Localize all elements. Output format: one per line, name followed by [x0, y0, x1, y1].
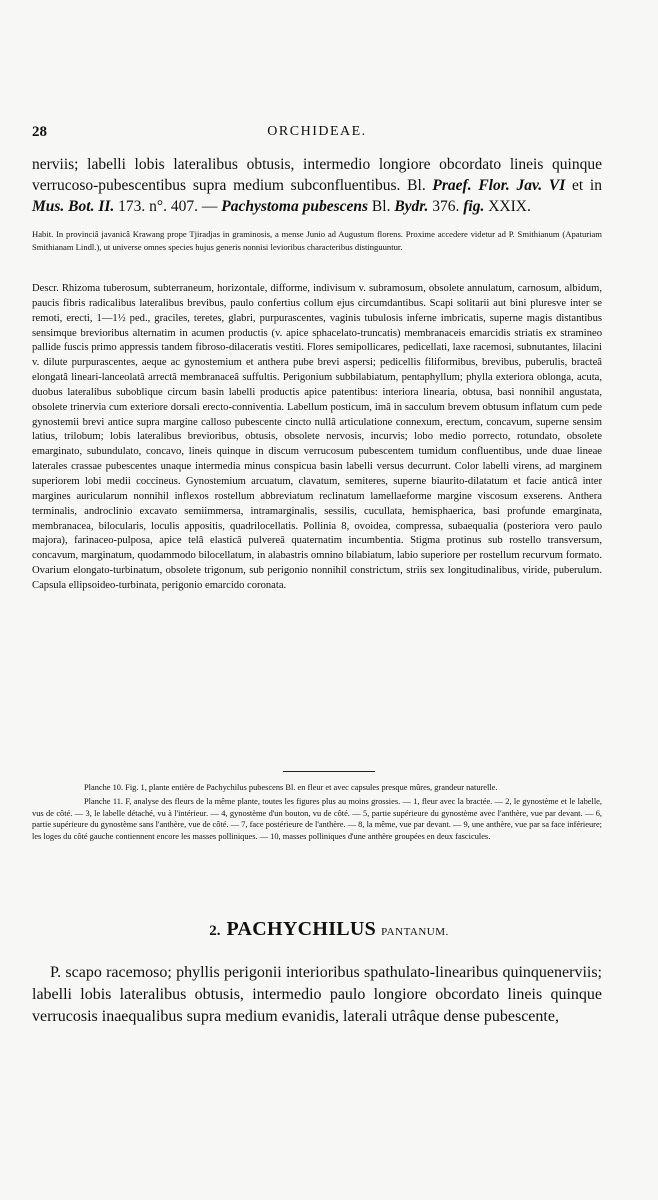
intro-text-f: XXIX.: [484, 198, 531, 215]
page-number: 28: [32, 124, 47, 140]
page-header: [32, 124, 602, 144]
ref-pachystoma-pubescens: Pachystoma pubescens: [221, 198, 369, 215]
ref-bydr: Bydr.: [394, 198, 429, 215]
separator-rule: [283, 771, 375, 772]
ref-fig: fig.: [463, 198, 485, 215]
running-title: ORCHIDEAE.: [267, 124, 367, 139]
plate-captions: [32, 782, 602, 845]
description-block: [32, 282, 602, 594]
intro-text-d: Bl.: [368, 198, 395, 215]
intro-paragraph: [32, 154, 602, 217]
ref-mus-bot: Mus. Bot. II.: [32, 198, 115, 215]
intro-text-a: nerviis; labelli lobis lateralibus obtusis, intermedio longiore obcordato lineis quinque verrucoso-pubescentibus supra medium subconfluentibus. Bl.: [32, 156, 602, 194]
section-heading: [0, 918, 658, 941]
section-number: 2.: [209, 923, 221, 939]
intro-text-e: 376.: [428, 198, 464, 215]
diagnosis-text: P. scapo racemoso; phyllis perigonii interioribus spathulato-linearibus quinquenerviis; labelli lobis lateralibus obtusis, intermedio paulo longiore obcordato lineis quinque verrucosis inaequalibus supra medium evanidis, laterali utrâque dense pubescente,: [32, 964, 602, 1025]
intro-text-c: 173. n°. 407. —: [114, 198, 222, 215]
section-genus: PACHYCHILUS: [226, 918, 377, 940]
plate-caption-11: Planche 11. F, analyse des fleurs de la même plante, toutes les figures plus au moins grossies. — 1, fleur avec la bractée. — 2, le gynostème et le labelle, vus de côté. — 3, le labelle détaché, vu à l'intérieur. — 4, gynostème d'un bouton, vu de côté. — 5, partie supérieure du gynostème avec l'anthère, vue par devant. — 6, partie supérieure du gynostème sans l'anthère, vue de côté. — 7, face postérieure de l'anthère. — 8, la même, vue par devant. — 9, une anthère, vue par sa face inférieure; les loges du côté gauche contiennent encore les masses polliniques. — 10, masses polliniques d'une anthère groupées en deux fascicules.: [32, 796, 602, 842]
section-epithet: PANTANUM.: [381, 926, 449, 938]
plate-caption-10: Planche 10. Fig. 1, plante entière de Pachychilus pubescens Bl. en fleur et avec capsules presque mûres, grandeur naturelle.: [84, 783, 498, 792]
habitat-text: Habit. In provinciâ javanicâ Krawang prope Tjiradjas in graminosis, a mense Junio ad Augustum florens. Proxime accedere videtur ad P. Smithianum (Apaturiam Smithianam Lindl.), ut universe omnes species hujus generis nonnisi levioribus characteribus distinguuntur.: [32, 229, 602, 252]
intro-text-b: et in: [565, 177, 602, 194]
description-text: Descr. Rhizoma tuberosum, subterraneum, horizontale, difforme, indivisum v. subramosum, obsolete annulatum, carnosum, albidum, paucis fibris radicalibus lateralibus brevibus, paulo confertius collum ejus circumdantibus. Scapi solitarii aut bini pluresve inter se remoti, erecti, 1—1½ ped., graciles, teretes, glabri, purpurascentes, vaginis tubulosis inferne imbricatis, superne magis distantibus sensimque brevioribus alternatim in acumen productis (v. apice sphacelato-truncatis) membranaceis emarcidis striatis ex stramineo pallide fuscis primo appressis tandem fibroso-dilaceratis vestiti. Flores semipollicares, pedicellati, laxe racemosi, subnutantes, lilacini v. dilute purpurascentes, aeque ac gynostemium et anthera pube brevi aspersi; pedicellis filiformibus, brevibus, puberulis, bracteâ elongatâ lineari-lanceolatâ arrectâ membranaceâ suffultis. Perigonium subbilabiatum, pentaphyllum; phylla exteriora oblonga, acuta, duobus lateralibus suboblique circum basin labelli productis apice patentibus: interiora linearia, obtusa, basi nonnihil angustata, obsolete trinervia cum exteriore dorsali erecto-conniventia. Labellum posticum, imâ in sacculum brevem obtusum inflatum cum pede gynostemii brevi antice supra margine calloso pubescente cincto nullâ articulatione connexum, erectum, concavum, superne sensim latius, trilobum; lobis lateralibus brevioribus, obtusis, obsolete nervosis, incurvis; lobo medio porrecto, rotundato, obsolete emarginato, subundulato, concavo, lineis quinque in discum verrucosum pubescentem tumidum confluentibus, unde duae lineae laterales crassae pubescentes unaque intermedia minus conspicua basin labelli versus decurrunt. Color labelli virens, ad marginem superiorem lobi medii coccineus. Gynostemium arcuatum, clavatum, semiteres, superne biaurito-dilatatum et facie anticâ inter margines auricularum nonnihil inflexos rostellum abbreviatum reclinatum lamellaeforme margine viscosum exserens. Anthera terminalis, androclinio excavato semiimmersa, intramarginalis, sessilis, cucullata, hemisphaerica, basi profunde emarginata, membranacea, bilocularis, loculis appositis, quadrilocellatis. Pollinia 8, ovoidea, compressa, subaequalia (posteriora vero paulo majora), farinaceo-pulposa, apice telâ elasticâ pulvereâ quaternatim incumbentia. Stigma protinus sub rostello transversum, concavum, marginatum, quodammodo bilocellatum, in alabastris omnino bilabiatum, labio superiore per rostellum recurvum formato. Ovarium elongato-turbinatum, obsolete trigonum, sub perigonio nonnihil constrictum, striis sex longitudinalibus, viride, puberulum. Capsula ellipsoideo-turbinata, perigonio emarcido coronata.: [32, 283, 602, 591]
ref-praef-flor-jav: Praef. Flor. Jav. VI: [432, 177, 566, 194]
diagnosis-paragraph: [32, 962, 602, 1028]
habitat-note: [32, 228, 602, 253]
